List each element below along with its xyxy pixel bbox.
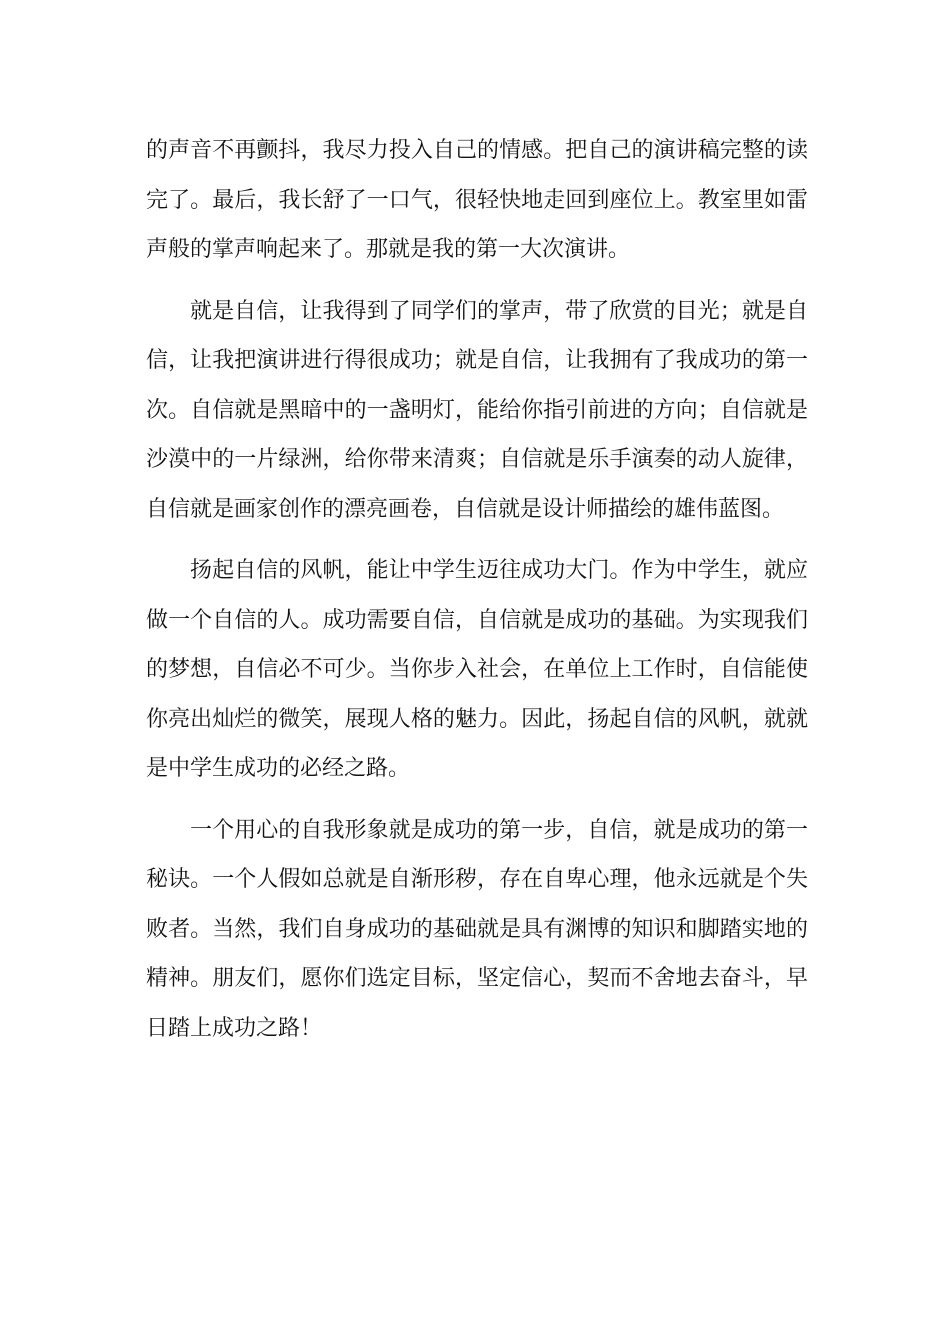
paragraph-confidence-sail: 扬起自信的风帆，能让中学生迈往成功大门。作为中学生，就应做一个自信的人。成功需要自信，自信就是成功的基础。为实现我们的梦想，自信必不可少。当你步入社会，在单位上工作时，自信能使你亮出灿烂的微笑，展现人格的魅力。因此，扬起自信的风帆，就就是中学生成功的必经之路。 — [146, 558, 808, 781]
paragraph-continuation: 的声音不再颤抖，我尽力投入自己的情感。把自己的演讲稿完整的读完了。最后，我长舒了一口气，很轻快地走回到座位上。教室里如雷声般的掌声响起来了。那就是我的第一大次演讲。 — [146, 138, 808, 262]
paragraph-confidence-conclusion: 一个用心的自我形象就是成功的第一步，自信，就是成功的第一秘诀。一个人假如总就是自渐形秽，存在自卑心理，他永远就是个失败者。当然，我们自身成功的基础就是具有渊博的知识和脚踏实地的精神。朋友们，愿你们选定目标，坚定信心，契而不舍地去奋斗，早日踏上成功之路！ — [146, 817, 808, 1041]
document-body — [146, 126, 808, 1065]
paragraph-confidence-applause: 就是自信，让我得到了同学们的掌声，带了欣赏的目光；就是自信，让我把演讲进行得很成功；就是自信，让我拥有了我成功的第一次。自信就是黑暗中的一盏明灯，能给你指引前进的方向；自信就是沙漠中的一片绿洲，给你带来清爽；自信就是乐手演奏的动人旋律，自信就是画家创作的漂亮画卷，自信就是设计师描绘的雄伟蓝图。 — [146, 298, 808, 522]
